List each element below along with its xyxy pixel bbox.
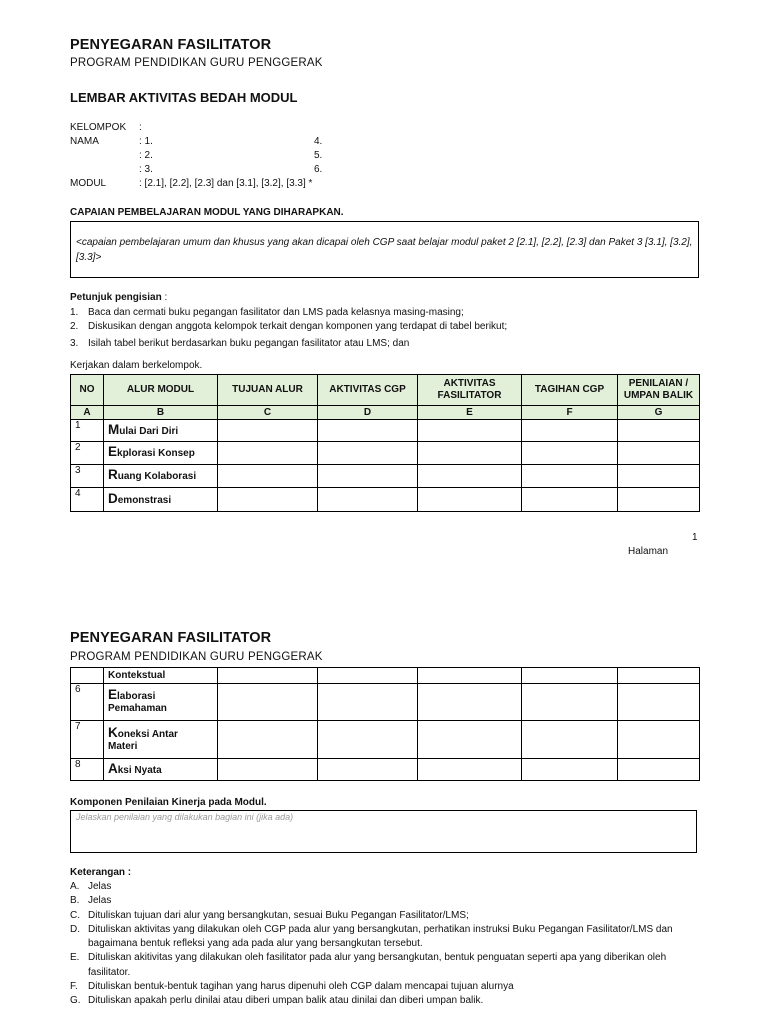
kelompok-value: : xyxy=(139,122,142,133)
kerjakan-note: Kerjakan dalam berkelompok. xyxy=(70,360,203,371)
row-number: 2 xyxy=(71,442,104,465)
input-cell[interactable] xyxy=(522,465,618,488)
nama-label: NAMA xyxy=(70,136,99,147)
input-cell[interactable] xyxy=(618,721,700,759)
row-number: 7 xyxy=(71,721,104,759)
komponen-heading: Komponen Penilaian Kinerja pada Modul. xyxy=(70,797,267,808)
input-cell[interactable] xyxy=(418,442,522,465)
petunjuk-list xyxy=(70,306,710,351)
alur-cell: Elaborasi Pemahaman xyxy=(104,684,218,721)
input-cell[interactable] xyxy=(522,721,618,759)
module-table-continued xyxy=(70,667,700,781)
input-cell[interactable] xyxy=(418,684,522,721)
column-header: NO xyxy=(71,375,104,406)
input-cell[interactable] xyxy=(618,465,700,488)
column-code: F xyxy=(522,406,618,420)
row-number: 8 xyxy=(71,759,104,781)
alur-cell: Ruang Kolaborasi xyxy=(104,465,218,488)
table-row xyxy=(71,759,700,781)
capaian-box[interactable] xyxy=(70,221,699,278)
column-code: C xyxy=(218,406,318,420)
column-code: E xyxy=(418,406,522,420)
input-cell[interactable] xyxy=(318,465,418,488)
nama-entry: 5. xyxy=(314,150,323,161)
input-cell[interactable] xyxy=(618,442,700,465)
table-row xyxy=(71,668,700,684)
nama-entry: : 2. xyxy=(139,150,153,161)
table-code-row xyxy=(71,406,700,420)
list-item: 3. Isilah tabel berikut berdasarkan buku pegangan fasilitator atau LMS; dan xyxy=(70,337,410,349)
petunjuk-title: Petunjuk pengisian xyxy=(70,292,162,303)
input-cell[interactable] xyxy=(218,684,318,721)
nama-entry: 6. xyxy=(314,164,323,175)
list-item: 1. Baca dan cermati buku pegangan fasilitator dan LMS pada kelasnya masing-masing; xyxy=(70,307,464,318)
column-code: B xyxy=(104,406,218,420)
list-item: A. Jelas xyxy=(70,881,112,892)
input-cell[interactable] xyxy=(318,759,418,781)
input-cell[interactable] xyxy=(318,684,418,721)
column-header: ALUR MODUL xyxy=(104,375,218,406)
komponen-placeholder: Jelaskan penilaian yang dilakukan bagian ini (jika ada) xyxy=(76,812,294,822)
nama-entry: : 1. xyxy=(139,136,153,147)
table-row xyxy=(71,721,700,759)
list-item: C. Dituliskan tujuan dari alur yang bersangkutan, sesuai Buku Pegangan Fasilitator/LMS; xyxy=(70,909,469,921)
input-cell[interactable] xyxy=(618,488,700,512)
page-subtitle: PROGRAM PENDIDIKAN GURU PENGGERAK xyxy=(70,57,323,69)
list-item: G. Dituliskan apakah perlu dinilai atau diberi umpan balik atau dinilai dan diberi umpan balik. xyxy=(70,995,484,1007)
alur-cell: Aksi Nyata xyxy=(104,759,218,781)
table-row xyxy=(71,684,700,721)
input-cell[interactable] xyxy=(522,488,618,512)
input-cell[interactable] xyxy=(318,488,418,512)
list-item: F. Dituliskan bentuk-bentuk tagihan yang harus dipenuhi oleh CGP dalam mencapai tujuan alurnya xyxy=(70,981,514,993)
input-cell[interactable] xyxy=(522,668,618,684)
column-code: A xyxy=(71,406,104,420)
input-cell[interactable] xyxy=(218,721,318,759)
input-cell[interactable] xyxy=(418,465,522,488)
nama-entry: : 3. xyxy=(139,164,153,175)
input-cell[interactable] xyxy=(522,420,618,442)
page-label: Halaman xyxy=(628,546,669,557)
row-number xyxy=(71,668,104,684)
list-item: B. Jelas xyxy=(70,895,112,907)
column-code: G xyxy=(618,406,700,420)
list-item: D. Dituliskan aktivitas yang dilakukan oleh CGP pada alur yang bersangkutan, perhatikan instruksi Buku Pegangan Fasilitator/LMS dan bagaimana bentuk refleksi yang ada pada alur yang bersangkutan tersebut. xyxy=(70,923,673,950)
input-cell[interactable] xyxy=(522,442,618,465)
input-cell[interactable] xyxy=(418,668,522,684)
row-number: 6 xyxy=(71,684,104,721)
komponen-box[interactable] xyxy=(70,810,697,853)
sheet-title: LEMBAR AKTIVITAS BEDAH MODUL xyxy=(70,90,298,105)
column-header: TAGIHAN CGP xyxy=(522,375,618,406)
row-number: 1 xyxy=(71,420,104,442)
nama-entry: 4. xyxy=(314,136,323,147)
input-cell[interactable] xyxy=(318,721,418,759)
column-header: PENILAIAN / UMPAN BALIK xyxy=(618,375,700,406)
input-cell[interactable] xyxy=(418,420,522,442)
page-title: PENYEGARAN FASILITATOR xyxy=(70,630,272,646)
alur-cell: Mulai Dari Diri xyxy=(104,420,218,442)
input-cell[interactable] xyxy=(218,420,318,442)
keterangan-list xyxy=(70,880,690,1009)
input-cell[interactable] xyxy=(522,759,618,781)
input-cell[interactable] xyxy=(218,442,318,465)
modul-value: : [2.1], [2.2], [2.3] dan [3.1], [3.2], [3.3] * xyxy=(139,178,313,189)
input-cell[interactable] xyxy=(418,759,522,781)
capaian-heading: CAPAIAN PEMBELAJARAN MODUL YANG DIHARAPKAN. xyxy=(70,207,344,218)
row-number: 4 xyxy=(71,488,104,512)
capaian-placeholder: <capaian pembelajaran umum dan khusus yang akan dicapai oleh CGP saat belajar modul paket 2 [2.1], [2.2], [2.3] dan Paket 3 [3.1], [3.2], [3.3]> xyxy=(76,237,693,263)
module-table xyxy=(70,374,700,512)
keterangan-heading: Keterangan : xyxy=(70,867,132,878)
list-item: E. Dituliskan akitivitas yang dilakukan oleh fasilitator pada alur yang bersangkutan, bentuk penguatan seperti apa yang diberikan oleh fasilitator. xyxy=(70,952,667,978)
column-header: TUJUAN ALUR xyxy=(218,375,318,406)
table-row xyxy=(71,488,700,512)
alur-cell: Kontekstual xyxy=(104,668,218,684)
table-row xyxy=(71,420,700,442)
input-cell[interactable] xyxy=(522,684,618,721)
column-header: AKTIVITAS CGP xyxy=(318,375,418,406)
input-cell[interactable] xyxy=(218,759,318,781)
table-row xyxy=(71,465,700,488)
page-number: 1 xyxy=(692,532,698,543)
alur-cell: Demonstrasi xyxy=(104,488,218,512)
table-header-row xyxy=(71,375,700,406)
input-cell[interactable] xyxy=(418,488,522,512)
input-cell[interactable] xyxy=(318,668,418,684)
table-row xyxy=(71,442,700,465)
kelompok-label: KELOMPOK xyxy=(70,122,127,133)
input-cell[interactable] xyxy=(318,442,418,465)
petunjuk-heading xyxy=(70,291,167,305)
input-cell[interactable] xyxy=(418,721,522,759)
input-cell[interactable] xyxy=(218,668,318,684)
modul-label: MODUL xyxy=(70,178,107,189)
input-cell[interactable] xyxy=(618,668,700,684)
alur-cell: Ekplorasi Konsep xyxy=(104,442,218,465)
alur-cell: Koneksi Antar Materi xyxy=(104,721,218,759)
column-header: AKTIVITAS FASILITATOR xyxy=(418,375,522,406)
page-subtitle: PROGRAM PENDIDIKAN GURU PENGGERAK xyxy=(70,651,323,663)
list-item: 2. Diskusikan dengan anggota kelompok terkait dengan komponen yang terdapat di tabel berikut; xyxy=(70,321,508,333)
input-cell[interactable] xyxy=(618,420,700,442)
input-cell[interactable] xyxy=(318,420,418,442)
column-code: D xyxy=(318,406,418,420)
input-cell[interactable] xyxy=(218,465,318,488)
input-cell[interactable] xyxy=(618,684,700,721)
petunjuk-colon: : xyxy=(161,292,168,303)
row-number: 3 xyxy=(71,465,104,488)
page-title: PENYEGARAN FASILITATOR xyxy=(70,37,272,53)
input-cell[interactable] xyxy=(618,759,700,781)
input-cell[interactable] xyxy=(218,488,318,512)
